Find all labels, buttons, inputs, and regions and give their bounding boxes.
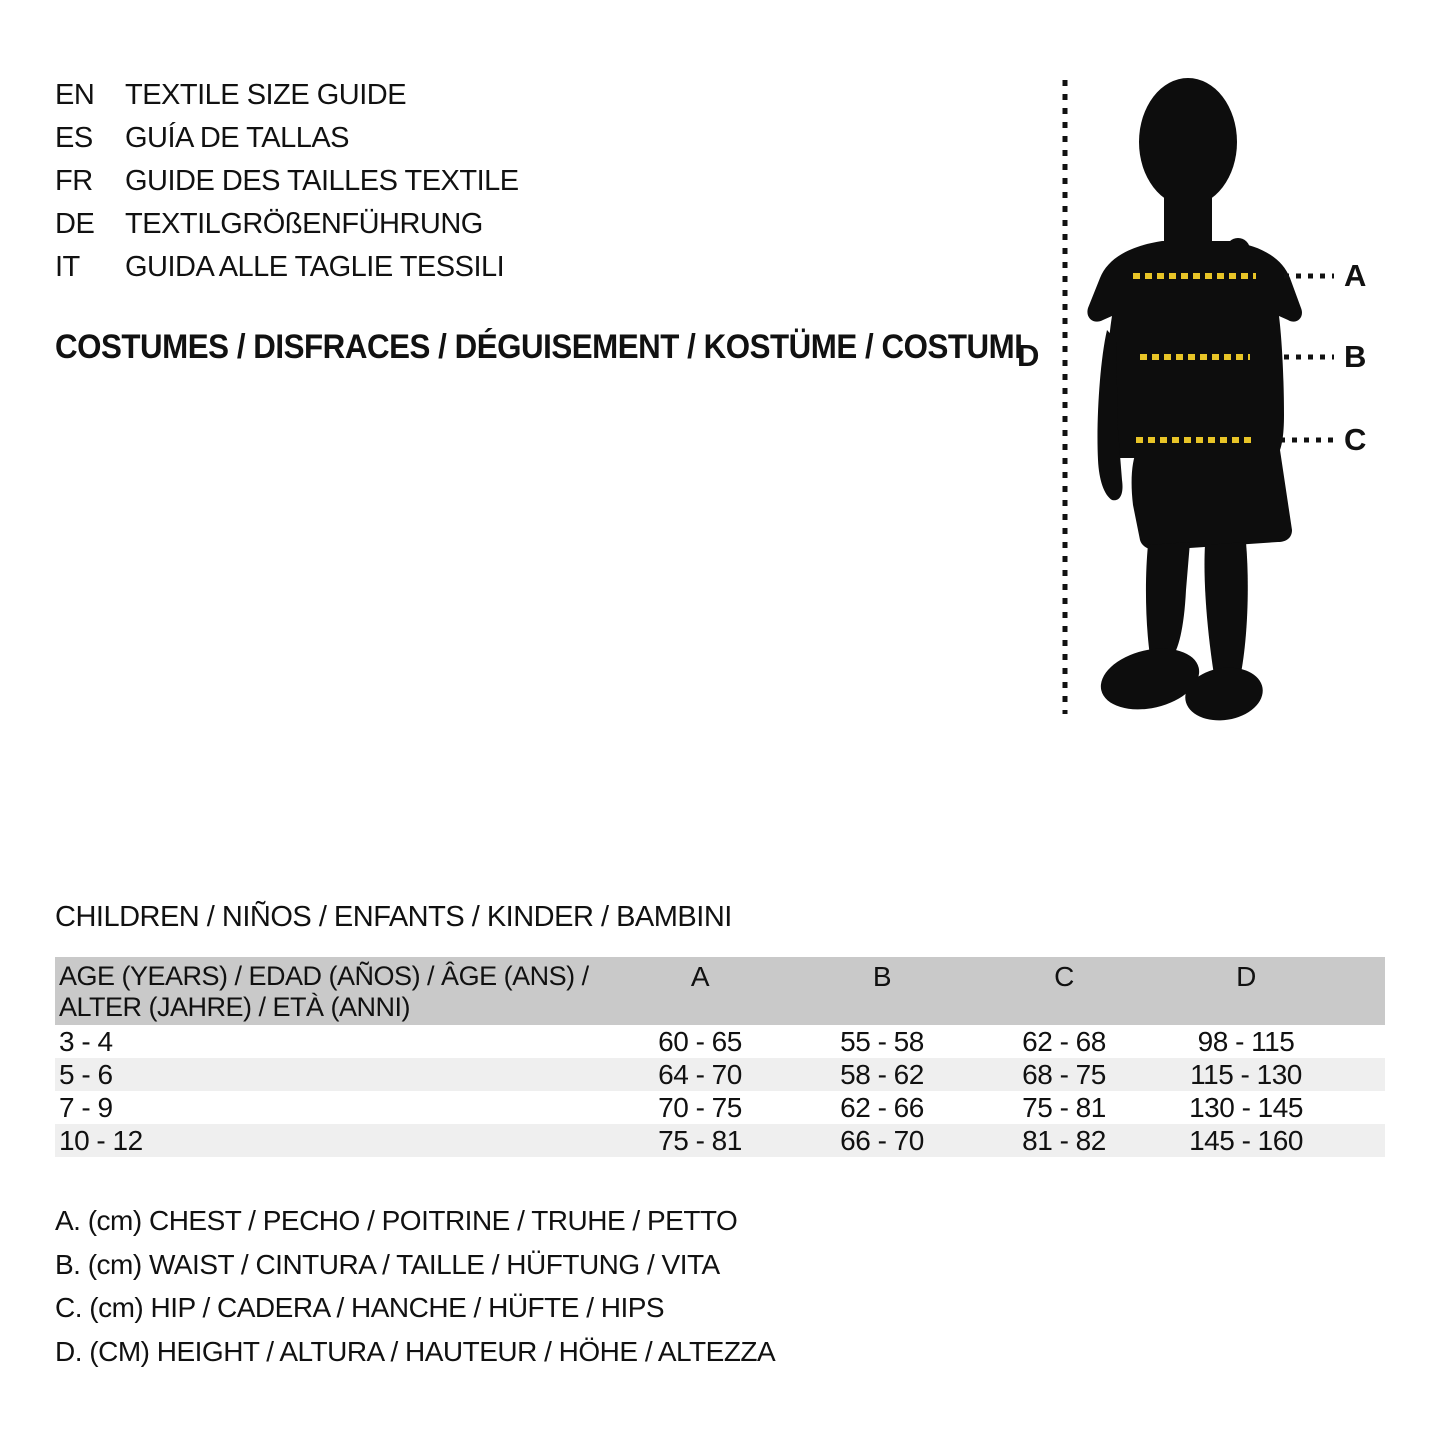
header-spacer — [1337, 957, 1385, 1025]
language-code: ES — [55, 122, 93, 154]
age-cell: 10 - 12 — [59, 1124, 143, 1156]
table-header-row — [55, 957, 1385, 1025]
waist-value: 62 - 66 — [840, 1091, 924, 1123]
height-value: 130 - 145 — [1189, 1091, 1303, 1123]
language-code: IT — [55, 251, 80, 283]
language-row-es — [55, 117, 519, 160]
measurement-legend — [55, 1199, 775, 1373]
language-row-it — [55, 246, 519, 289]
size-diagram — [1000, 60, 1445, 730]
language-row-en — [55, 74, 519, 117]
age-cell: 5 - 6 — [59, 1058, 113, 1090]
language-row-fr — [55, 160, 519, 203]
column-header-b: B — [872, 961, 892, 992]
legend-hip: C. (cm) HIP / CADERA / HANCHE / HÜFTE / HIPS — [55, 1292, 665, 1323]
table-row — [55, 1091, 1385, 1124]
chest-value: 75 - 81 — [658, 1124, 742, 1156]
language-code: EN — [55, 79, 95, 111]
chest-value: 60 - 65 — [658, 1025, 742, 1057]
waist-value: 66 - 70 — [840, 1124, 924, 1156]
column-header-c: C — [1054, 961, 1074, 992]
section-title-children: CHILDREN / NIÑOS / ENFANTS / KINDER / BAMBINI — [55, 901, 732, 933]
table-row — [55, 1058, 1385, 1091]
hip-value: 75 - 81 — [1022, 1091, 1106, 1123]
hip-value: 68 - 75 — [1022, 1058, 1106, 1090]
chest-value: 64 - 70 — [658, 1058, 742, 1090]
waist-value: 58 - 62 — [840, 1058, 924, 1090]
height-label: D — [1017, 338, 1039, 373]
age-column-header — [55, 957, 609, 1025]
waist-label: B — [1344, 339, 1366, 374]
age-header-line1: AGE (YEARS) / EDAD (AÑOS) / ÂGE (ANS) / — [59, 961, 589, 991]
age-header-line2: ALTER (JAHRE) / ETÀ (ANNI) — [59, 992, 411, 1022]
height-value: 145 - 160 — [1189, 1124, 1303, 1156]
legend-chest: A. (cm) CHEST / PECHO / POITRINE / TRUHE / PETTO — [55, 1205, 738, 1236]
legend-height: D. (CM) HEIGHT / ALTURA / HAUTEUR / HÖHE / ALTEZZA — [55, 1335, 776, 1367]
language-title: TEXTILGRÖßENFÜHRUNG — [125, 208, 483, 240]
chest-value: 70 - 75 — [658, 1091, 742, 1123]
table-row — [55, 1025, 1385, 1058]
height-value: 115 - 130 — [1190, 1058, 1302, 1090]
hip-value: 81 - 82 — [1022, 1124, 1106, 1156]
category-title: COSTUMES / DISFRACES / DÉGUISEMENT / KOSTÜME / COSTUMI — [55, 328, 1023, 366]
language-title: GUÍA DE TALLAS — [125, 122, 350, 154]
language-title: TEXTILE SIZE GUIDE — [125, 79, 407, 111]
table-row — [55, 1124, 1385, 1157]
age-cell: 7 - 9 — [59, 1091, 113, 1123]
language-code: FR — [55, 165, 93, 197]
legend-waist: B. (cm) WAIST / CINTURA / TAILLE / HÜFTUNG / VITA — [55, 1248, 720, 1280]
language-code: DE — [55, 208, 95, 240]
height-value: 98 - 115 — [1197, 1025, 1295, 1057]
age-cell: 3 - 4 — [59, 1025, 113, 1057]
language-title: GUIDA ALLE TAGLIE TESSILI — [125, 251, 505, 283]
hip-value: 62 - 68 — [1022, 1025, 1106, 1057]
chest-label: A — [1344, 258, 1366, 293]
hip-label: C — [1344, 422, 1366, 457]
child-silhouette-figure — [1087, 78, 1302, 726]
language-title-list — [55, 74, 519, 289]
language-row-de — [55, 203, 519, 246]
children-size-table — [55, 957, 1385, 1157]
language-title: GUIDE DES TAILLES TEXTILE — [125, 165, 519, 197]
column-header-a: A — [690, 961, 710, 992]
column-header-d: D — [1236, 961, 1256, 992]
waist-value: 55 - 58 — [840, 1025, 924, 1057]
